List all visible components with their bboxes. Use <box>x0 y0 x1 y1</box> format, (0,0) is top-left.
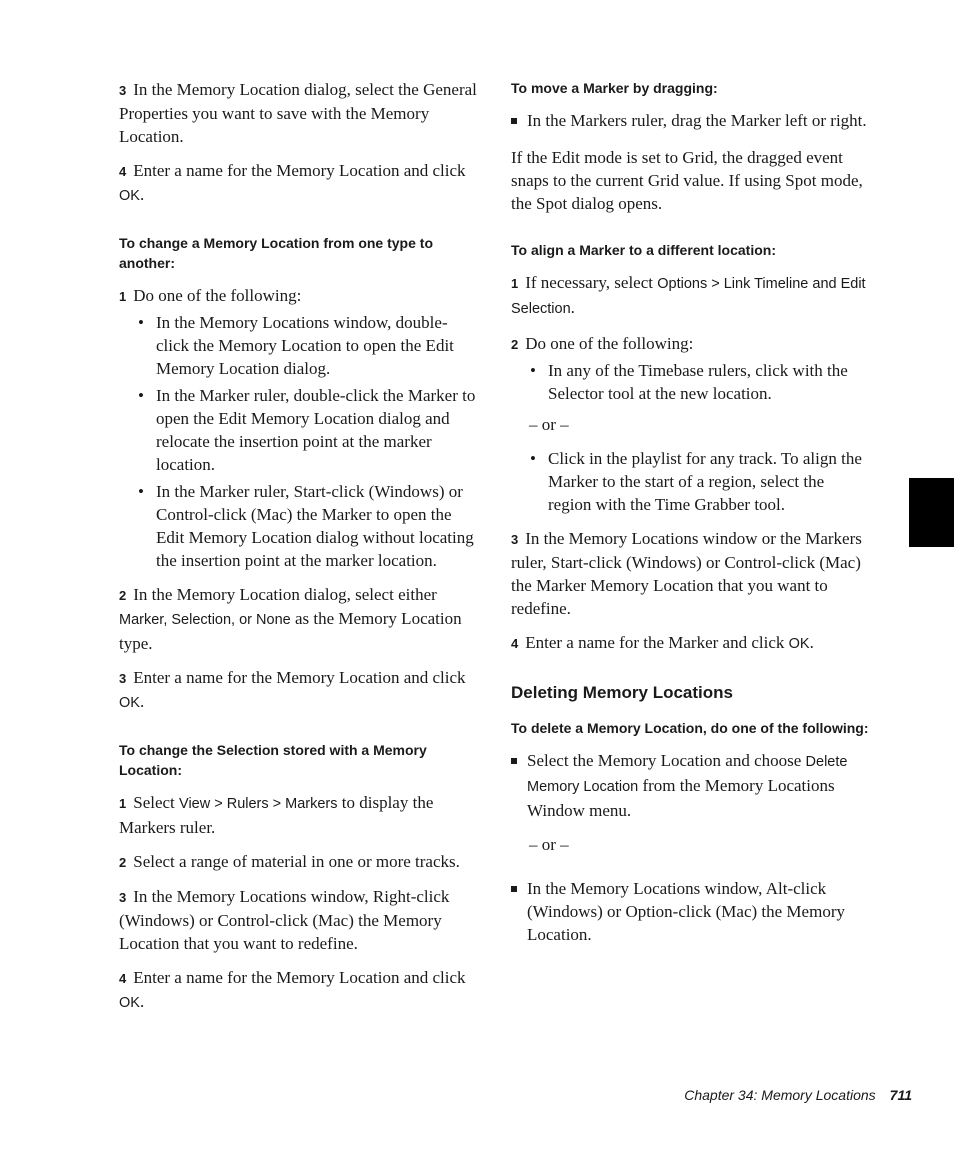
step-1: 1 Do one of the following: <box>119 286 302 305</box>
step-3: 3 In the Memory Locations window or the Markers ruler, Start-click (Windows) or Control-click (Mac) the Marker Memory Location that you want to redefine. <box>511 529 862 618</box>
square-bullet-item: Select the Memory Location and choose Delete Memory Location from the Memory Locations Window menu. <box>511 749 871 822</box>
bullet-list <box>511 447 871 516</box>
square-bullet-icon <box>511 886 517 892</box>
bullet-item: • In the Marker ruler, double-click the Marker to open the Edit Memory Location dialog and relocate the insertion point at the marker location. <box>119 384 479 476</box>
note-paragraph: If the Edit mode is set to Grid, the dragged event snaps to the current Grid value. If using Spot mode, the Spot dialog opens. <box>511 148 863 213</box>
chapter-title: Chapter 34: Memory Locations <box>684 1087 876 1103</box>
square-bullet-icon <box>511 118 517 124</box>
page-footer <box>684 1087 912 1103</box>
square-bullet-icon <box>511 758 517 764</box>
procedure-heading: To delete a Memory Location, do one of the following: <box>511 720 869 736</box>
step-3: 3 Enter a name for the Memory Location and click OK. <box>119 668 466 711</box>
bullet-list <box>511 359 871 405</box>
procedure-heading: To move a Marker by dragging: <box>511 80 718 96</box>
bullet-item: • In the Memory Locations window, double-click the Memory Location to open the Edit Memory Location dialog. <box>119 311 479 380</box>
bullet-item: • In any of the Timebase rulers, click with the Selector tool at the new location. <box>511 359 871 405</box>
step-4: 4 Enter a name for the Memory Location and click OK. <box>119 161 466 204</box>
step-3: 3 In the Memory Locations window, Right-click (Windows) or Control-click (Mac) the Memory Location that you want to redefine. <box>119 887 450 953</box>
procedure-heading: To change the Selection stored with a Memory Location: <box>119 742 427 778</box>
step-1: 1 Select View > Rulers > Markers to display the Markers ruler. <box>119 793 434 837</box>
step-4: 4 Enter a name for the Marker and click OK. <box>511 633 814 652</box>
procedure-heading: To align a Marker to a different location: <box>511 242 776 258</box>
or-separator: – or – <box>529 835 569 854</box>
page-number: 711 <box>889 1087 912 1103</box>
step-4: 4 Enter a name for the Memory Location and click OK. <box>119 968 466 1011</box>
left-column <box>119 78 479 1026</box>
procedure-heading: To change a Memory Location from one type to another: <box>119 235 433 271</box>
step-2: 2 Select a range of material in one or more tracks. <box>119 852 460 871</box>
step-2: 2 In the Memory Location dialog, select either Marker, Selection, or None as the Memory Location type. <box>119 585 462 653</box>
chapter-tab-marker <box>909 478 954 547</box>
step-1: 1 If necessary, select Options > Link Timeline and Edit Selection. <box>511 273 866 317</box>
square-bullet-item: In the Markers ruler, drag the Marker left or right. <box>511 109 871 132</box>
step-2: 2 Do one of the following: <box>511 334 694 353</box>
section-heading: Deleting Memory Locations <box>511 683 733 702</box>
step-3: 3 In the Memory Location dialog, select the General Properties you want to save with the Memory Location. <box>119 80 477 146</box>
bullet-item: • Click in the playlist for any track. To align the Marker to the start of a region, select the region with the Time Grabber tool. <box>511 447 871 516</box>
or-separator: – or – <box>529 415 569 434</box>
square-bullet-item: In the Memory Locations window, Alt-click (Windows) or Option-click (Mac) the Memory Location. <box>511 877 871 946</box>
right-column <box>511 78 871 957</box>
bullet-item: • In the Marker ruler, Start-click (Windows) or Control-click (Mac) the Marker to open the Edit Memory Location dialog without locating the insertion point at the marker location. <box>119 480 479 572</box>
bullet-list <box>119 311 479 572</box>
